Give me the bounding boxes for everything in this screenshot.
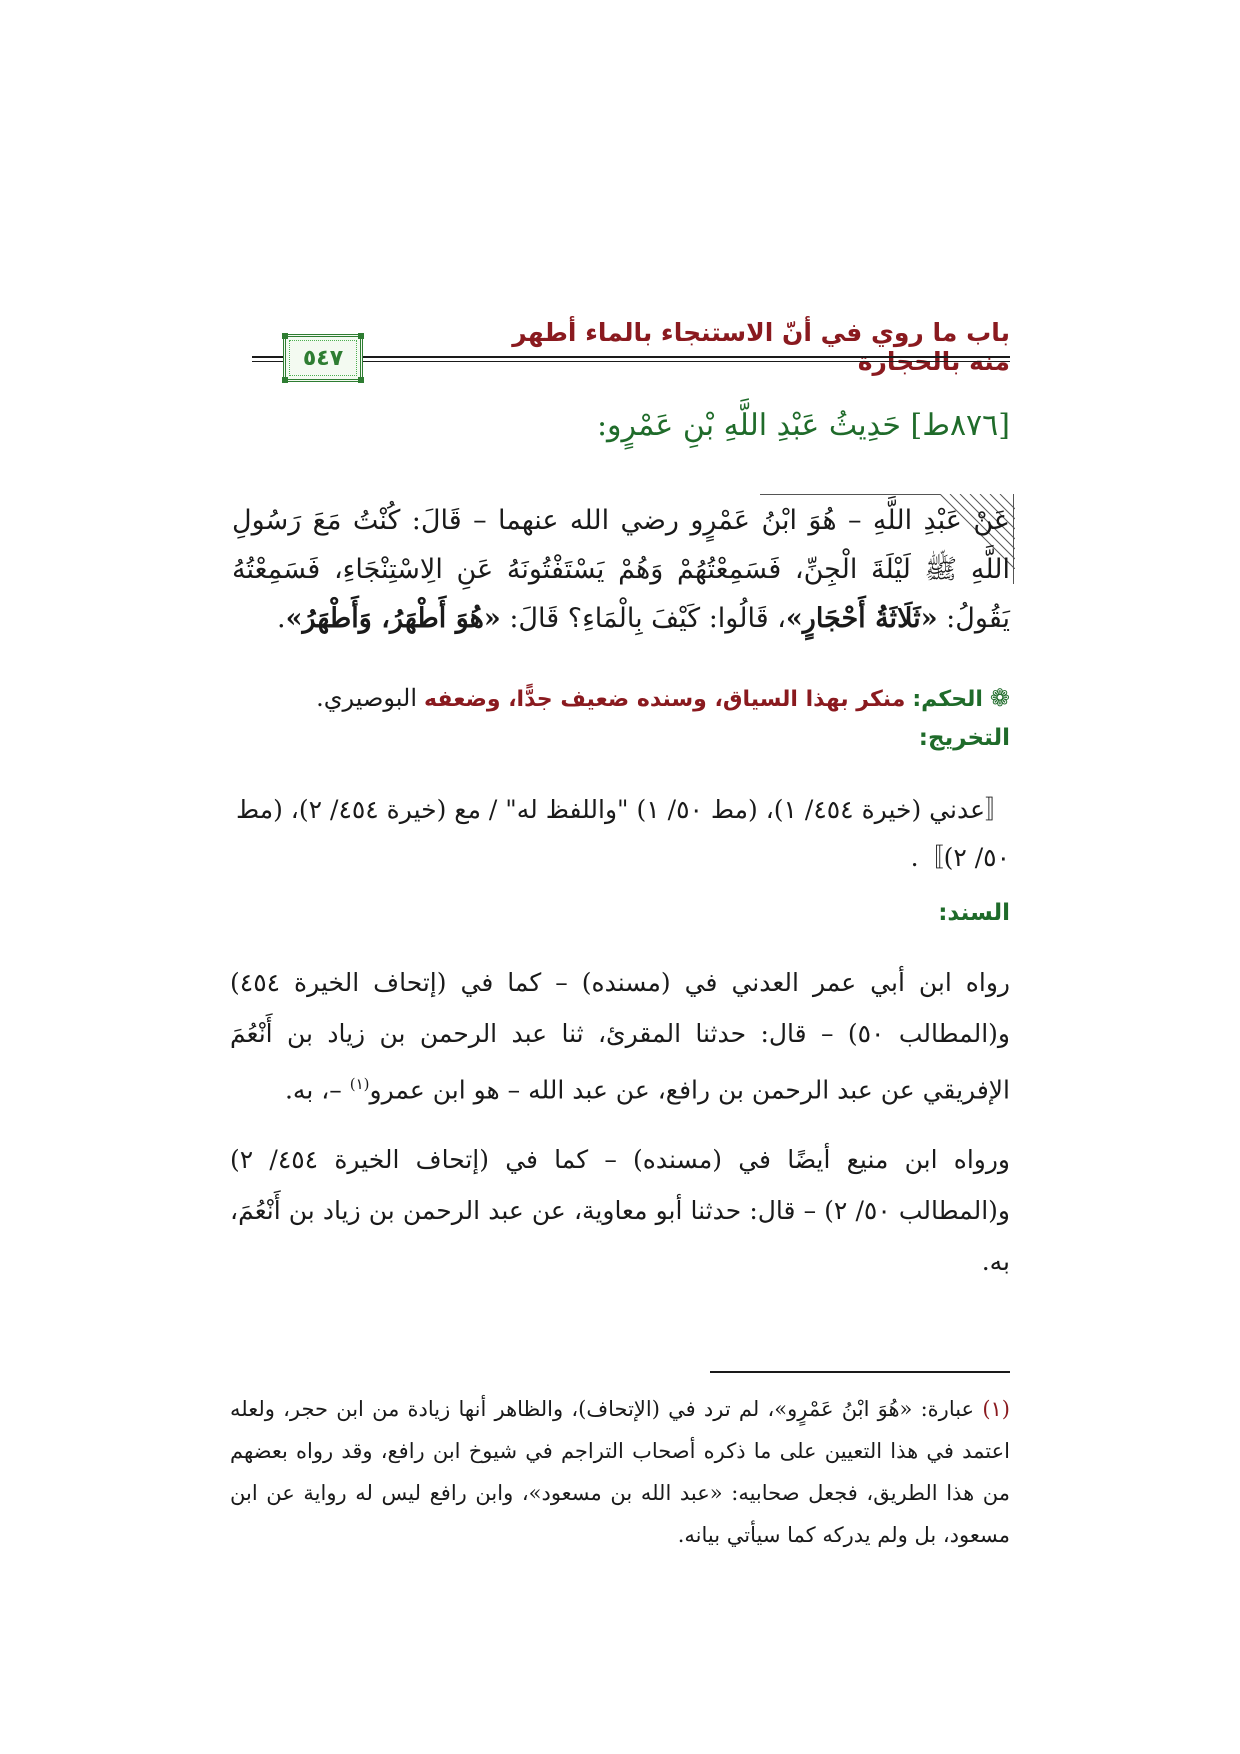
takhrij-text: 〚عدني (خيرة ٤٥٤/ ١)، (مط ٥٠/ ١) "واللفظ له" / مع (خيرة ٤٥٤/ ٢)، (مط ٥٠/ ٢)〛. [235, 795, 1010, 872]
frame-corner-ornament-icon [282, 333, 288, 339]
ruling-text: منكر بهذا السياق، وسنده ضعيف جدًّا، وضعفه [424, 687, 906, 712]
footnote-number: (١) [982, 1397, 1010, 1421]
frame-corner-ornament-icon [358, 333, 364, 339]
hadith-text-part: عَنْ عَبْدِ اللَّهِ – هُوَ ابْنُ عَمْرٍو رضي الله عنهما – قَالَ: كُنْتُ مَعَ رَسُولِ اللَّهِ ﷺ لَيْلَةَ الْجِنِّ، فَسَمِعْتُهُمْ وَهُمْ يَسْتَفْتُونَهُ عَنِ الِاسْتِنْجَاءِ، فَسَمِعْتُهُ يَقُولُ: [232, 505, 1010, 634]
header-rule-thin [252, 361, 1010, 362]
footnote-rule [710, 1371, 1010, 1373]
running-title: باب ما روي في أنّ الاستنجاء بالماء أطهر منه بالحجارة [512, 318, 1010, 376]
footnote [230, 1388, 1010, 1556]
hadith-frame-side [1013, 494, 1014, 584]
footnote-reference[interactable]: (١) [349, 1075, 370, 1093]
hadith-frame-top [760, 494, 940, 495]
sanad-paragraph: ورواه ابن منيع أيضًا في (مسنده) – كما في (إتحاف الخيرة ٤٥٤/ ٢) و(المطالب ٥٠/ ٢) – قال: حدثنا أبو معاوية، عن عبد الرحمن بن زياد بن أَنْعُمَ، به. [230, 1145, 1010, 1276]
page-number: ٥٤٧ [302, 345, 344, 371]
takhrij-title: التخريج: [918, 725, 1010, 751]
hadith-quote: «هُوَ أَطْهَرُ، وَأَطْهَرُ» [285, 603, 501, 634]
sanad-title: السند: [938, 900, 1010, 926]
sanad-text: رواه ابن أبي عمر العدني في (مسنده) – كما في (إتحاف الخيرة ٤٥٤) و(المطالب ٥٠) – قال: حدثنا المقرئ، ثنا عبد الرحمن بن زياد بن أَنْعُمَ الإفريقي عن عبد الرحمن بن رافع، عن عبد الله – هو ابن عمرو [230, 968, 1010, 1105]
hadith-text-part: ، قَالُوا: كَيْفَ بِالْمَاءِ؟ قَالَ: [500, 603, 786, 634]
frame-corner-ornament-icon [358, 377, 364, 383]
hadith-text-end: . [277, 603, 286, 634]
hadith-text [232, 496, 1010, 643]
ruling-line [230, 678, 1010, 720]
hadith-quote: «ثَلَاثَةُ أَحْجَارٍ» [785, 603, 938, 634]
sanad-text: –، به. [284, 1075, 350, 1105]
ruling-label: الحكم: [912, 687, 983, 712]
footnote-text: عبارة: «هُوَ ابْنُ عَمْرٍو»، لم ترد في (الإتحاف)، والظاهر أنها زيادة من ابن حجر، ولعله اعتمد في هذا التعيين على ما ذكره أصحاب التراجم في شيوخ ابن رافع، وقد رواه بعضهم من هذا الطريق، فجعل صحابيه: «عبد الله بن مسعود»، وابن رافع ليس له رواية عن ابن مسعود، بل ولم يدركه كما سيأتي بيانه. [230, 1397, 1010, 1547]
hadith-heading: [٨٧٦ط] حَدِيثُ عَبْدِ اللَّهِ بْنِ عَمْرٍو: [596, 408, 1010, 443]
ruling-tail: البوصيري. [316, 684, 418, 712]
page-number-frame [283, 334, 363, 382]
frame-corner-ornament-icon [282, 377, 288, 383]
flower-ornament-icon: ❁ [989, 684, 1010, 712]
header-rule [252, 356, 1010, 358]
sanad-paragraph [230, 957, 1010, 1115]
